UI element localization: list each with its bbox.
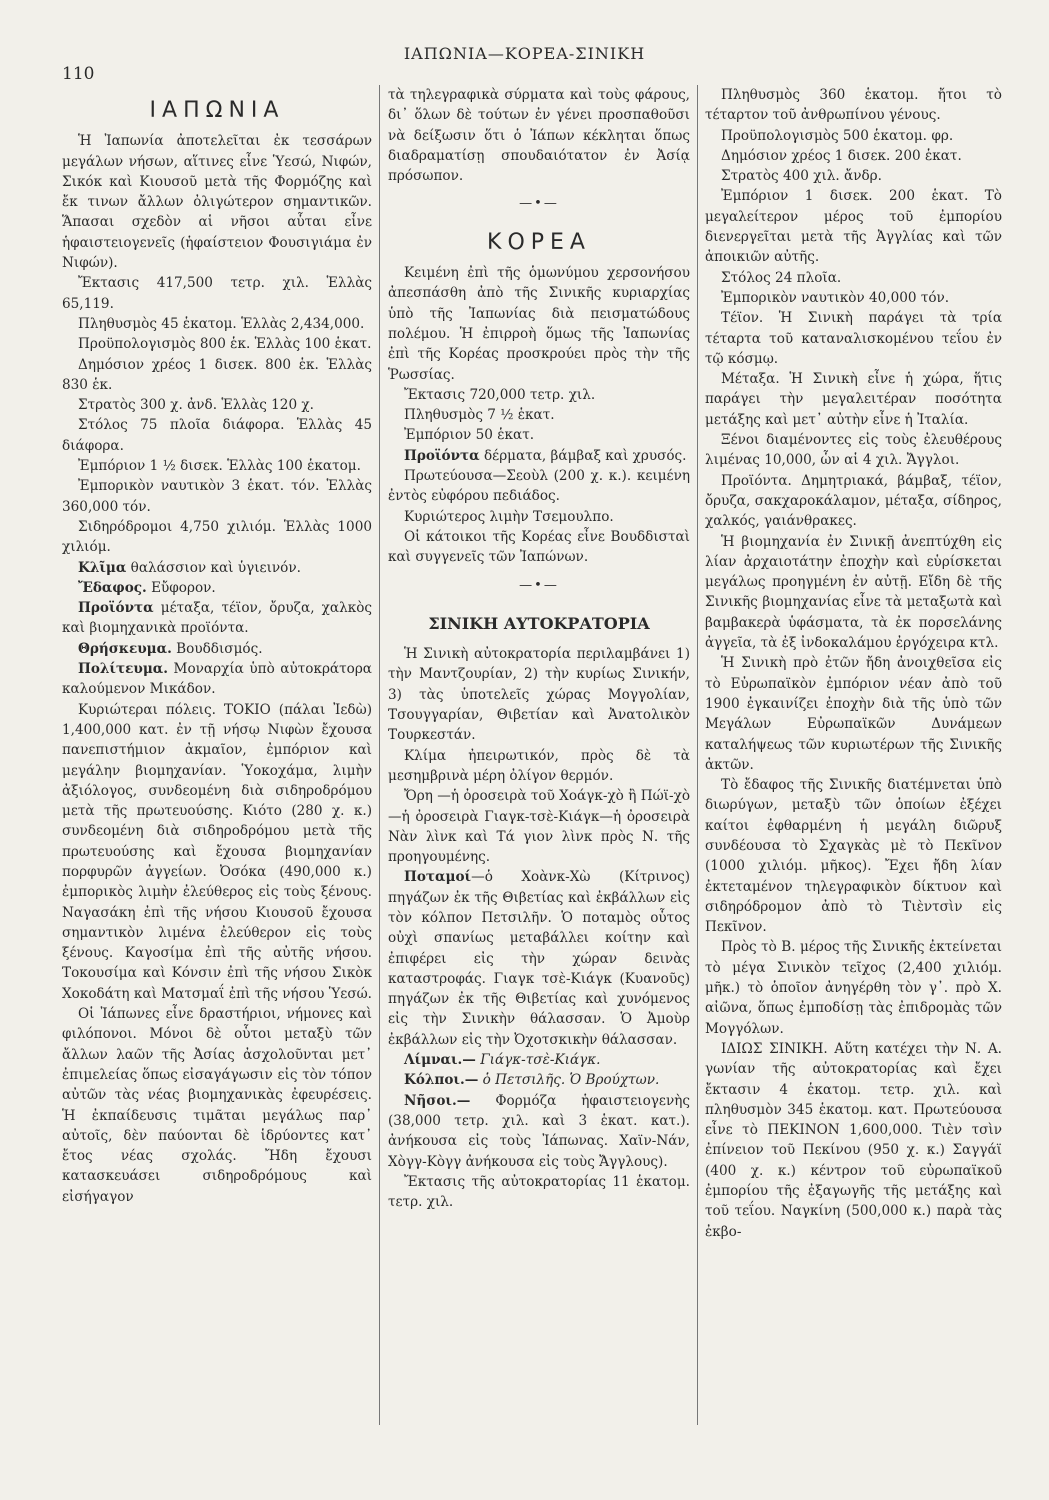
column-divider: [697, 85, 698, 1425]
climate: Κλίμα ἠπειρωτικόν, πρὸς δὲ τὰ μεσημβρινὰ μέρη ὀλίγον θερμόν.: [388, 747, 690, 784]
foreigners: Ξένοι διαμένοντες εἰς τοὺς ἐλευθέρους λιμένας 10,000, ὧν αἱ 4 χιλ. Ἄγγλοι.: [705, 432, 1002, 469]
value: δέρματα, βάμβαξ καὶ χρυσός.: [483, 447, 687, 464]
china-proper: [705, 1039, 1002, 1242]
climate: [62, 558, 372, 578]
stat-line: Ἔκτασις 417,500 τετρ. χιλ. Ἑλλὰς 65,119.: [62, 275, 372, 312]
stat-line: Στρατὸς 300 χ. ἀνδ. Ἑλλὰς 120 χ.: [78, 397, 314, 414]
products: [62, 598, 372, 639]
column-korea-china: [388, 85, 690, 1212]
fleet: Στόλος 24 πλοῖα.: [721, 269, 842, 286]
religion: [62, 639, 372, 659]
area: Ἔκτασις τῆς αὐτοκρατορίας 11 ἑκατομ. τετρ. χιλ.: [388, 1173, 690, 1211]
rivers: [388, 867, 690, 1050]
stat-line: Ἐμπόριον 50 ἑκατ.: [404, 427, 535, 444]
mountains: Ὄρη —ἡ ὀροσειρὰ τοῦ Χοάγκ-χὸ ἢ Πώϊ-χὸ —ἡ ὀροσειρὰ Γιαγκ-τσὲ-Κιάγκ—ἡ ὀροσειρὰ Νὰν λὶνκ καὶ Τά γιον λὶνκ πρὸς Ν. τῆς προηγουμένης.: [388, 788, 690, 866]
opening: Ἡ Σινικὴ πρὸ ἐτῶν ἤδη ἀνοιχθεῖσα εἰς τὸ Εὐρωπαϊκὸν ἐμπόριον νέαν ἀπὸ τοῦ 1900 ἐγκαινίζει ἐποχὴν διὰ τῆς ὑπὸ τῶν Μεγάλων Εὐρωπαϊκῶν Δυνάμεων καταλήψεως τῶν κυριωτέρων τῆς Σινικῆς ἀκτῶν.: [705, 655, 1002, 773]
capital: Πρωτεύουσα—Σεοὺλ (200 χ. κ.). κειμένη ἐντὸς εὐφόρου πεδιάδος.: [388, 468, 690, 505]
value: Εὔφορον.: [151, 579, 216, 596]
ornament: —•—: [519, 577, 559, 593]
ornament: —•—: [519, 196, 559, 212]
port: Κυριώτερος λιμὴν Τσεμουλπο.: [404, 508, 614, 525]
column-japan: [62, 97, 372, 1207]
stat-line: Ἐμπόριον 1 ½ δισεκ. Ἑλλὰς 100 ἑκατομ.: [78, 458, 361, 475]
paragraph: Ἡ Ἰαπωνία ἀποτελεῖται ἐκ τεσσάρων μεγάλων νήσων, αἵτινες εἶνε Ὑεσώ, Νιφών, Σικόκ καὶ Κιουσοῦ μετὰ τῆς Φορμόζης καὶ ἔκ τινων ἄλλων ὀλιγώτερον σημαντικῶν. Ἅπασαι σχεδὸν αἱ νῆσοι αὗται εἶνε ἡφαιστειογενεῖς (ἡφαίστειον Φουσιγιάμα ἐν Νιφών).: [62, 133, 372, 272]
cities: Κυριώτεραι πόλεις. ΤΟΚΙΟ (πάλαι Ἰεδὼ) 1,400,000 κατ. ἐν τῇ νήσῳ Νιφὼν ἔχουσα πανεπιστήμιον ἀκμαῖον, ἐμπόριον καὶ μεγάλην βιομηχανίαν. Ὑοκοχάμα, λιμὴν ἀξιόλογος, συνδεομένη διὰ σιδηροδρόμου μετὰ τῆς πρωτευούσης. Κιότο (280 χ. κ.) συνδεομένη διὰ σιδηροδρόμου μετὰ τῆς πρωτευούσης καὶ ἔχουσα βιομηχανίαν πορφυρῶν ἀγγείων. Ὀσόκα (490,000 κ.) ἐμπορικὸς λιμὴν ἐλεύθερος εἰς τοὺς ξένους. Ναγασάκη ἐπὶ τῆς νήσου Κιουσοῦ ἔχουσα σημαντικὸν λιμένα ἐλεύθερον εἰς τοὺς ξένους. Καγοσίμα ἐπὶ τῆς αὐτῆς νήσου. Τοκουσίμα καὶ Κόνσιν ἐπὶ τῆς νήσου Σικὸκ Χοκοδάτη καὶ Ματσμαΐ ἐπὶ τῆς νήσου Ὑεσώ.: [62, 701, 373, 1002]
value: Βουδδισμός.: [176, 640, 263, 657]
products: [388, 446, 690, 466]
stat-line: Προϋπολογισμὸς 800 ἑκ. Ἑλλὰς 100 ἑκατ.: [78, 336, 372, 353]
label: Ποταμοί: [404, 869, 472, 886]
label: Θρήσκευμα.: [78, 640, 172, 657]
people: Οἱ κάτοικοι τῆς Κορέας εἶνε Βουδδισταὶ καὶ συγγενεῖς τῶν Ἰαπώνων.: [388, 528, 690, 566]
value: Φορμόζα ἡφαιστειογενὴς (38,000 τετρ. χιλ. καὶ 3 ἑκατ. κατ.). ἀνήκουσα εἰς τοὺς Ἰάπωνας. Χαϊν-Νάν, Χὸγγ-Κὸγγ ἀνήκουσα εἰς τοὺς Ἄγγλους).: [388, 1092, 690, 1170]
stat-line: Δημόσιον χρέος 1 δισεκ. 200 ἑκατ.: [721, 147, 962, 164]
label: Νῆσοι.—: [404, 1092, 471, 1109]
industry: Ἡ βιομηχανία ἐν Σινικῇ ἀνεπτύχθη εἰς λίαν ἀρχαιοτάτην ἐποχὴν καὶ εὑρίσκεται μεγάλως προηγμένη ἐν αὐτῇ. Εἴδη δὲ τῆς Σινικῆς βιομηχανίας εἶνε τὰ μεταξωτὰ καὶ βαμβακερὰ ὑφάσματα, τὰ ἐκ πορσελάνης ἀγγεῖα, τὰ ἐξ ἰνδοκαλάμου ἐργόχειρα κτλ.: [705, 533, 1002, 652]
column-china-cont: [705, 85, 1002, 1242]
value: ὁ Πετσιλῆς. Ὁ Βρούχτων.: [482, 1072, 660, 1089]
stat-line: Πληθυσμὸς 45 ἑκατομ. Ἑλλὰς 2,434,000.: [78, 315, 365, 332]
trade: Ἐμπόριον 1 δισεκ. 200 ἑκατ. Τὸ μεγαλείτερον μέρος τοῦ ἐμπορίου διενεργεῖται μετὰ τῆς Ἀγγλίας καὶ τῶν ἀποικιῶν αὐτῆς.: [705, 188, 1002, 266]
value: —ὁ Χοὰνκ-Χὼ (Κίτρινος) πηγάζων ἐκ τῆς Θιβετίας καὶ ἐκβάλλων εἰς τὸν κόλπον Πετσιλῆν. Ὁ ποταμὸς οὗτος οὐχὶ σπανίως μεταβάλλει κοίτην καὶ ἐπιφέρει εἰς τὴν χώραν δεινὰς καταστροφάς. Γιαγκ τσὲ-Κιάγκ (Κυανοῦς) πηγάζων ἐκ τῆς Θιβετίας καὶ χυνόμενος εἰς τὴν Σινικὴν θάλασσαν. Ὁ Ἀμοὺρ ἐκβάλλων εἰς τὴν Ὀχοτσκικὴν θάλασσαν.: [388, 869, 690, 1048]
tea: Τέϊον. Ἡ Σινικὴ παράγει τὰ τρία τέταρτα τοῦ καταναλισκομένου τεΐου ἐν τῷ κόσμῳ.: [705, 310, 1002, 367]
paragraph: Κειμένη ἐπὶ τῆς ὁμωνύμου χερσονήσου ἀπεσπάσθη ἀπὸ τῆς Σινικῆς κυριαρχίας ὑπὸ τῆς Ἰαπωνίας διὰ πεισματώδους πολέμου. Ἡ ἐπιρροὴ ὅμως τῆς Ἰαπωνίας ἐπὶ τῆς Κορέας προσκρούει πρὸς τὴν τῆς Ῥωσσίας.: [388, 265, 690, 383]
stat-line: Προϋπολογισμὸς 500 ἑκατομ. φρ.: [721, 127, 954, 144]
paragraph: Ἡ Σινικὴ αὐτοκρατορία περιλαμβάνει 1) τὴν Μαντζουρίαν, 2) τὴν κυρίως Σινικήν, 3) τὰς ὑποτελεῖς χώρας Μογγολίαν, Τσουγγαρίαν, Θιβετίαν καὶ Ἀνατολικὸν Τουρκεστάν.: [388, 646, 690, 744]
label: Λίμναι.—: [404, 1052, 476, 1069]
paragraph: τὰ τηλεγραφικὰ σύρματα καὶ τοὺς φάρους, δι᾽ ὅλων δὲ τούτων ἐν γένει προσπαθοῦσι νὰ δείξωσιν ὅτι ὁ Ἰάπων κέκληται ὅπως διαδραματίσῃ σπουδαιότατον ἐν Ἀσίᾳ πρόσωπον.: [388, 87, 690, 185]
stat-line: Ἔκτασις 720,000 τετρ. χιλ.: [404, 386, 596, 403]
value: θαλάσσιον καὶ ὑγιεινόν.: [130, 559, 301, 576]
stat-line: Πληθυσμὸς 7 ½ ἑκατ.: [404, 407, 555, 424]
value: Αὕτη κατέχει τὴν Ν. Α. γωνίαν τῆς αὐτοκρατορίας καὶ ἔχει ἔκτασιν 4 ἑκατομ. τετρ. χιλ. καὶ πληθυσμὸν 345 ἑκατομ. κατ. Πρωτεύουσα εἶνε τὸ ΠΕΚΙΝΟΝ 1,600,000. Τιὲν τσὶν ἐπίνειον τοῦ Πεκίνου (950 χ. κ.) Σαγγάϊ (400 χ. κ.) κέντρον τοῦ εὐρωπαϊκοῦ ἐμπορίου τῆς ἐξαγωγῆς τῆς μετάξης καὶ τοῦ τεΐου. Ναγκίνη (500,000 κ.) παρὰ τὰς ἐκβο-: [705, 1040, 1002, 1240]
value: Γιάγκ-τσὲ-Κιάγκ.: [480, 1052, 601, 1069]
section-title-korea: ΚΟΡΕΑ: [487, 229, 591, 255]
government: [62, 659, 372, 700]
paragraph: Οἱ Ἰάπωνες εἶνε δραστήριοι, νήμονες καὶ φιλόπονοι. Μόνοι δὲ οὗτοι μεταξὺ τῶν ἄλλων λαῶν τῆς Ἀσίας ἀσχολοῦνται μετ᾽ ἐπιμελείας ὅπως εἰσαγάγωσιν εἰς τὸν τόπον αὐτῶν τὰς νέας βιομηχανικὰς ἐφευρέσεις. Ἡ ἐκπαίδευσις τιμᾶται μεγάλως παρ᾽ αὐτοῖς, δὲν παύονται δὲ ἱδρύοντες κατ᾽ ἔτος νέας σχολάς. Ἤδη ἔχουσι κατασκευάσει σιδηροδρόμους καὶ εἰσήγαγον: [62, 1006, 372, 1205]
label: Κλῖμα: [78, 559, 127, 576]
stat-line: Στόλος 75 πλοῖα διάφορα. Ἑλλὰς 45 διάφορα.: [62, 417, 372, 454]
stat-line: Δημόσιον χρέος 1 δισεκ. 800 ἑκ. Ἑλλὰς 830 ἑκ.: [62, 356, 372, 393]
gulfs: [388, 1070, 690, 1090]
section-title-japan: ΙΑΠΩΝΙΑ: [149, 98, 285, 123]
label: Προϊόντα: [404, 447, 480, 464]
islands: [388, 1091, 690, 1172]
label: ΙΔΙΩΣ ΣΙΝΙΚΗ.: [721, 1040, 828, 1057]
canals: Τὸ ἔδαφος τῆς Σινικῆς διατέμνεται ὑπὸ διωρύγων, μεταξὺ τῶν ὁποίων ἐξέχει καίτοι ἐφθαρμένη ἡ μεγάλη διῶρυξ συνδέουσα τὸ Σχαγκὰς μὲ τὸ Πεκῖνον (1000 χιλιόμ. μῆκος). Ἔχει ἤδη λίαν ἐκτεταμένον τηλεγραφικὸν δίκτυον καὶ σιδηρόδρομον ἀπὸ τὸ Τιὲντσὶν εἰς Πεκῖνον.: [705, 777, 1002, 936]
soil: [62, 578, 372, 598]
column-divider: [379, 85, 380, 1425]
stat-line: Σιδηρόδρομοι 4,750 χιλιόμ. Ἑλλὰς 1000 χιλιόμ.: [62, 518, 372, 556]
value: Μοναρχία ὑπὸ αὐτοκράτορα καλούμενον Μικάδον.: [62, 661, 372, 698]
merchant-marine: Ἐμπορικὸν ναυτικὸν 40,000 τόν.: [721, 289, 950, 306]
value: μέταξα, τέϊον, ὄρυζα, χαλκὸς καὶ βιομηχανικὰ προϊόντα.: [62, 600, 372, 637]
running-head: ΙΑΠΩΝΙΑ—ΚΟΡΕΑ-ΣΙΝΙΚΗ: [403, 44, 646, 63]
stat-line: Ἐμπορικὸν ναυτικὸν 3 ἑκατ. τόν. Ἑλλὰς 360,000 τόν.: [62, 478, 372, 515]
stat-line: Πληθυσμὸς 360 ἑκατομ. ἤτοι τὸ τέταρτον τοῦ ἀνθρωπίνου γένους.: [705, 87, 1002, 124]
label: Κόλποι.—: [404, 1072, 479, 1089]
label: Ἔδαφος.: [78, 579, 147, 596]
lakes: [388, 1050, 690, 1070]
section-title-china: ΣΙΝΙΚΗ ΑΥΤΟΚΡΑΤΟΡΙΑ: [428, 613, 650, 633]
silk: Μέταξα. Ἡ Σινικὴ εἶνε ἡ χώρα, ἥτις παράγει τὴν μεγαλειτέραν ποσότητα μετάξης καὶ μετ᾽ αὐτὴν εἶνε ἡ Ἰταλία.: [705, 371, 1002, 428]
great-wall: Πρὸς τὸ Β. μέρος τῆς Σινικῆς ἐκτείνεται τὸ μέγα Σινικὸν τεῖχος (2,400 χιλιόμ. μῆκ.) τὸ ὁποῖον ἀνηγέρθη τὸν γ᾽. πρὸ Χ. αἰῶνα, ὅπως ἐμποδίσῃ τὰς ἐπιδρομὰς τῶν Μογγόλων.: [705, 939, 1002, 1037]
stat-line: Στρατὸς 400 χιλ. ἄνδρ.: [721, 168, 882, 185]
page-number: 110: [62, 64, 95, 84]
label: Πολίτευμα.: [78, 661, 168, 678]
label: Προϊόντα: [78, 600, 154, 617]
products: Προϊόντα. Δημητριακά, βάμβαξ, τέϊον, ὄρυζα, σακχαροκάλαμον, μέταξα, σίδηρος, χαλκός, γαιάνθρακες.: [705, 472, 1002, 530]
